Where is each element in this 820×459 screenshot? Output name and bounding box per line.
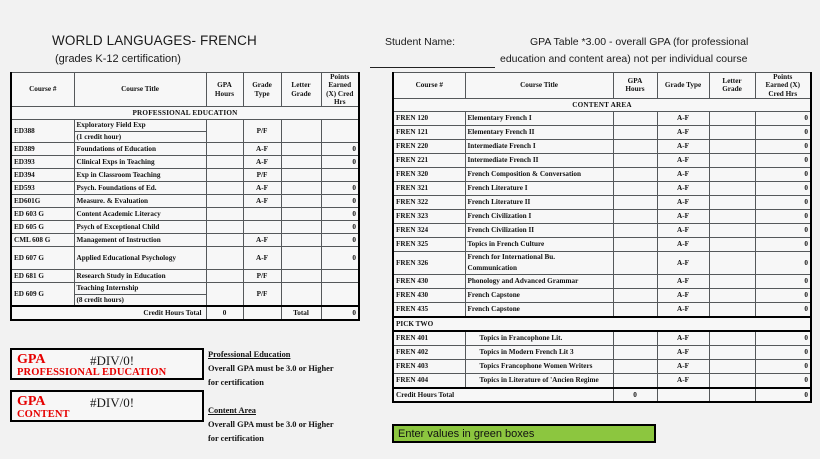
cell-course-title: French Capstone [465,288,613,302]
table-row [11,234,359,247]
cell-points-earned [321,270,359,283]
cell-course-title: Intermediate French I [465,139,613,153]
points-right-line3: Cred Hrs [768,89,798,98]
right-total-spacer-1 [657,388,709,402]
cell-course-title: Measure. & Evaluation [74,195,206,208]
cell-letter-grade-input[interactable] [281,169,321,182]
table-row [11,221,359,234]
cell-gpa-hours-input[interactable] [613,302,657,317]
legend-enter-values: Enter values in green boxes [392,424,656,443]
right-credit-hours-total-row [393,388,811,402]
cell-course-title: Psych of Exceptional Child [74,221,206,234]
cell-points-earned: 0 [755,223,811,237]
points-right-line2: Earned (X) [765,81,801,90]
table-row [393,209,811,223]
table-row [11,208,359,221]
cell-course-num: FREN 322 [393,195,465,209]
cell-letter-grade-input[interactable] [281,234,321,247]
cell-course-title: Management of Instruction [74,234,206,247]
note-content-line2: for certification [208,434,264,443]
cell-letter-grade-input[interactable] [709,288,755,302]
cell-course-title: Phonology and Advanced Grammar [465,274,613,288]
gpa-content-sublabel: CONTENT [17,409,70,420]
grade-type-line1: Grade [252,81,272,90]
gpa-hours-line2: Hours [214,89,235,98]
cell-course-num: ED 609 G [11,283,74,307]
cell-grade-type: A-F [657,274,709,288]
cell-letter-grade-input[interactable] [709,195,755,209]
letter-grade-line2: Grade [291,89,311,98]
cell-letter-grade-input[interactable] [709,209,755,223]
cell-letter-grade-input[interactable] [709,345,755,359]
cell-points-earned: 0 [755,125,811,139]
cell-grade-type: A-F [243,195,281,208]
table-row [11,120,359,143]
cell-gpa-hours-input[interactable] [206,120,243,143]
cell-letter-grade-input[interactable] [281,182,321,195]
table-row [393,223,811,237]
cell-course-title-line1: Exploratory Field Exp [75,120,206,132]
cell-gpa-hours-input[interactable] [613,181,657,195]
gpa-content-value: #DIV/0! [90,395,135,410]
cell-course-title: Elementary French I [465,111,613,125]
cell-course-title: French Capstone [465,302,613,317]
cell-gpa-hours-input[interactable] [613,153,657,167]
cell-course-num: ED 607 G [11,247,74,270]
cell-grade-type: A-F [657,181,709,195]
cell-grade-type: P/F [243,270,281,283]
col-header-points-earned [321,73,359,107]
cell-points-earned: 0 [755,331,811,346]
note-prof-line1: Overall GPA must be 3.0 or Higher [208,364,334,373]
cell-points-earned: 0 [755,237,811,251]
cell-course-num: FREN 321 [393,181,465,195]
cell-points-earned: 0 [755,111,811,125]
cell-letter-grade-input[interactable] [281,221,321,234]
cell-course-title [465,251,613,274]
cell-course-num: FREN 326 [393,251,465,274]
cell-points-earned: 0 [321,143,359,156]
cell-letter-grade-input[interactable] [281,208,321,221]
table-row [393,111,811,125]
cell-letter-grade-input[interactable] [281,120,321,143]
cell-course-title: Psych. Foundations of Ed. [74,182,206,195]
cell-course-num: FREN 320 [393,167,465,181]
cell-grade-type: A-F [243,143,281,156]
table-row [393,288,811,302]
cell-course-title: Topics Francophone Women Writers [465,359,613,373]
table-row [393,167,811,181]
cell-course-title-line2: (8 credit hours) [76,296,124,305]
gpa-table-note-line1: GPA Table *3.00 - overall GPA (for professional [530,36,749,48]
table-row [11,195,359,208]
cell-gpa-hours-input[interactable] [613,251,657,274]
cell-course-title: French Civilization II [465,223,613,237]
cell-gpa-hours-input[interactable] [613,331,657,346]
cell-course-num: ED388 [11,120,74,143]
note-heading-content-area: Content Area [208,406,256,415]
cell-grade-type: A-F [657,125,709,139]
cell-gpa-hours-input[interactable] [613,223,657,237]
points-right-line1: Points [773,73,793,81]
gpa-prof-label: GPA [17,352,46,367]
right-total-points: 0 [755,388,811,402]
cell-course-title: Elementary French II [465,125,613,139]
cell-letter-grade-input[interactable] [281,143,321,156]
cell-gpa-hours-input[interactable] [206,234,243,247]
cell-points-earned: 0 [321,247,359,270]
col-header-grade-type-right: Grade Type [657,73,709,99]
cell-gpa-hours-input[interactable] [613,359,657,373]
left-total-spacer [243,306,281,320]
cell-grade-type: A-F [243,182,281,195]
cell-points-earned: 0 [755,359,811,373]
cell-letter-grade-input[interactable] [709,139,755,153]
gpa-box-professional-education[interactable] [10,348,204,380]
cell-grade-type: P/F [243,169,281,182]
grade-type-line2: Type [254,89,270,98]
left-total-label: Credit Hours Total [11,306,206,320]
left-total-points: 0 [321,306,359,320]
cell-points-earned: 0 [755,274,811,288]
left-program-title: WORLD LANGUAGES- FRENCH [52,33,257,48]
cell-gpa-hours-input[interactable] [206,270,243,283]
pick-two-table-body [393,331,811,388]
cell-gpa-hours-input[interactable] [206,283,243,307]
cell-course-num: FREN 430 [393,274,465,288]
content-area-table [392,72,812,403]
letter-grade-right-line2: Grade [722,85,742,94]
cell-course-title-line1: French for International Bu. [467,253,556,262]
table-row [11,182,359,195]
cell-course-title: Topics in Literature of 'Ancien Regime [465,373,613,388]
gpa-hours-line1: GPA [217,81,232,90]
gpa-table-note-line2: education and content area) not per individual course [500,53,748,65]
cell-course-title: Applied Educational Psychology [74,247,206,270]
cell-course-title [74,283,206,307]
cell-points-earned: 0 [755,153,811,167]
cell-gpa-hours-input[interactable] [613,274,657,288]
cell-letter-grade-input[interactable] [709,111,755,125]
cell-course-num: FREN 325 [393,237,465,251]
cell-grade-type: A-F [657,373,709,388]
cell-course-title: French Literature II [465,195,613,209]
cell-gpa-hours-input[interactable] [206,182,243,195]
cell-letter-grade-input[interactable] [709,331,755,346]
cell-letter-grade-input[interactable] [709,181,755,195]
right-section-banner-row [393,98,811,111]
cell-course-title: Exp in Classroom Teaching [74,169,206,182]
cell-letter-grade-input[interactable] [281,283,321,307]
cell-course-num: FREN 403 [393,359,465,373]
cell-letter-grade-input[interactable] [709,274,755,288]
cell-letter-grade-input[interactable] [281,156,321,169]
cell-course-num: ED393 [11,156,74,169]
table-row [393,373,811,388]
student-name-label: Student Name: [385,36,456,48]
cell-letter-grade-input[interactable] [709,125,755,139]
table-row [393,195,811,209]
cell-course-title: Research Study in Education [74,270,206,283]
cell-grade-type: A-F [657,139,709,153]
table-row [393,331,811,346]
right-total-spacer-2 [709,388,755,402]
letter-grade-line1: Letter [291,81,311,90]
cell-gpa-hours-input[interactable] [613,139,657,153]
cell-letter-grade-input[interactable] [709,359,755,373]
cell-gpa-hours-input[interactable] [613,209,657,223]
student-name-blank[interactable] [370,66,495,68]
section-banner-content-area: CONTENT AREA [393,98,811,111]
cell-grade-type: A-F [657,331,709,346]
right-total-label: Credit Hours Total [393,388,613,402]
cell-grade-type: P/F [243,283,281,307]
cell-grade-type: A-F [657,153,709,167]
cell-course-title-line2: Communication [467,264,518,273]
cell-course-title: Topics in Francophone Lit. [465,331,613,346]
cell-grade-type [243,221,281,234]
points-line1: Points [330,73,350,81]
cell-points-earned [321,169,359,182]
points-line4: Hrs [333,97,346,106]
cell-points-earned [321,120,359,143]
gpa-hours-right-line1: GPA [627,77,643,86]
cell-course-num: FREN 120 [393,111,465,125]
left-total-word: Total [281,306,321,320]
cell-course-title: Intermediate French II [465,153,613,167]
cell-course-num: FREN 324 [393,223,465,237]
cell-gpa-hours-input[interactable] [206,169,243,182]
cell-grade-type: A-F [657,237,709,251]
cell-course-num: ED389 [11,143,74,156]
cell-gpa-hours-input[interactable] [206,247,243,270]
cell-grade-type: A-F [657,288,709,302]
cell-course-num: FREN 401 [393,331,465,346]
right-header-row [393,73,811,99]
cell-points-earned: 0 [321,156,359,169]
cell-course-num: ED601G [11,195,74,208]
cell-gpa-hours-input[interactable] [613,288,657,302]
cell-gpa-hours-input[interactable] [613,167,657,181]
col-header-course-num-right: Course # [393,73,465,99]
cell-course-title-line2: (1 credit hour) [76,133,122,142]
cell-grade-type: P/F [243,120,281,143]
col-header-gpa-hours [206,73,243,107]
table-row [393,237,811,251]
left-total-hours: 0 [206,306,243,320]
cell-gpa-hours-input[interactable] [613,237,657,251]
note-heading-professional-education: Professional Education [208,350,291,359]
cell-gpa-hours-input[interactable] [206,156,243,169]
cell-course-title [74,120,206,143]
cell-letter-grade-input[interactable] [709,153,755,167]
cell-course-num: FREN 435 [393,302,465,317]
cell-course-title: Content Academic Literacy [74,208,206,221]
cell-letter-grade-input[interactable] [709,223,755,237]
right-total-hours: 0 [613,388,657,402]
table-row [393,274,811,288]
cell-gpa-hours-input[interactable] [613,195,657,209]
cell-letter-grade-input[interactable] [709,237,755,251]
cell-points-earned: 0 [755,345,811,359]
cell-course-title: French Composition & Conversation [465,167,613,181]
cell-course-title: French Literature I [465,181,613,195]
col-header-letter-grade-right [709,73,755,99]
cell-gpa-hours-input[interactable] [206,143,243,156]
pick-two-banner-row [393,317,811,331]
section-banner-pick-two: PICK TWO [393,317,811,331]
cell-points-earned: 0 [321,195,359,208]
professional-education-table [10,72,360,321]
cell-points-earned: 0 [755,181,811,195]
col-header-gpa-hours-right [613,73,657,99]
cell-letter-grade-input[interactable] [281,270,321,283]
cell-course-title: Clinical Exps in Teaching [74,156,206,169]
table-row [393,125,811,139]
cell-grade-type: A-F [657,209,709,223]
cell-gpa-hours-input[interactable] [206,221,243,234]
cell-grade-type: A-F [657,111,709,125]
col-header-grade-type [243,73,281,107]
cell-points-earned: 0 [755,209,811,223]
cell-course-num: FREN 220 [393,139,465,153]
col-header-points-earned-right [755,73,811,99]
table-row [393,345,811,359]
cell-grade-type [243,208,281,221]
content-area-table-wrap [392,72,812,403]
points-line2: Earned [328,81,352,90]
cell-grade-type: A-F [657,167,709,181]
col-header-course-num: Course # [11,73,74,107]
col-header-letter-grade [281,73,321,107]
cell-grade-type: A-F [243,156,281,169]
section-banner-professional-education: PROFESSIONAL EDUCATION [11,107,359,120]
cell-letter-grade-input[interactable] [281,195,321,208]
cell-course-num: FREN 121 [393,125,465,139]
cell-points-earned: 0 [321,234,359,247]
gpa-prof-value: #DIV/0! [90,353,135,368]
cell-points-earned: 0 [755,373,811,388]
gpa-hours-right-line2: Hours [625,85,645,94]
cell-points-earned: 0 [321,221,359,234]
right-table-body [393,111,811,317]
cell-letter-grade-input[interactable] [281,247,321,270]
col-header-course-title: Course Title [74,73,206,107]
table-row [11,143,359,156]
cell-course-num: CML 608 G [11,234,74,247]
cell-grade-type: A-F [657,345,709,359]
table-row [393,359,811,373]
table-row [393,181,811,195]
cell-points-earned: 0 [321,208,359,221]
cell-course-num: FREN 402 [393,345,465,359]
cell-grade-type: A-F [243,234,281,247]
table-row [393,139,811,153]
left-header-row [11,73,359,107]
cell-points-earned: 0 [755,139,811,153]
points-line3: (X) Cred [326,89,354,98]
gpa-prof-sublabel: PROFESSIONAL EDUCATION [17,367,167,378]
table-row [11,169,359,182]
table-row [11,270,359,283]
cell-gpa-hours-input[interactable] [206,208,243,221]
cell-course-num: ED 605 G [11,221,74,234]
cell-course-num: FREN 323 [393,209,465,223]
professional-education-table-wrap [10,72,360,321]
table-row [393,251,811,274]
cell-letter-grade-input[interactable] [709,167,755,181]
cell-points-earned: 0 [321,182,359,195]
table-row [393,153,811,167]
cell-letter-grade-input[interactable] [709,251,755,274]
cell-course-title: Topics in Modern French Lit 3 [465,345,613,359]
cell-points-earned: 0 [755,251,811,274]
cell-grade-type: A-F [657,359,709,373]
left-section-banner-row [11,107,359,120]
cell-grade-type: A-F [657,223,709,237]
left-credit-hours-total-row [11,306,359,320]
cell-letter-grade-input[interactable] [709,302,755,317]
gpa-box-content-area[interactable] [10,390,204,422]
cell-grade-type: A-F [657,195,709,209]
cell-gpa-hours-input[interactable] [613,373,657,388]
cell-gpa-hours-input[interactable] [613,111,657,125]
letter-grade-right-line1: Letter [722,77,742,86]
cell-course-num: ED 681 G [11,270,74,283]
cell-gpa-hours-input[interactable] [613,125,657,139]
cell-grade-type: A-F [657,251,709,274]
cell-course-num: FREN 430 [393,288,465,302]
cell-letter-grade-input[interactable] [709,373,755,388]
left-table-body [11,120,359,307]
note-prof-line2: for certification [208,378,264,387]
cell-points-earned: 0 [755,195,811,209]
table-row [11,247,359,270]
cell-course-num: ED593 [11,182,74,195]
left-program-subtitle: (grades K-12 certification) [55,53,181,65]
table-row [393,302,811,317]
cell-points-earned: 0 [755,288,811,302]
cell-points-earned [321,283,359,307]
cell-course-title-line1: Teaching Internship [75,283,206,295]
cell-gpa-hours-input[interactable] [613,345,657,359]
table-row [11,156,359,169]
cell-course-num: ED 603 G [11,208,74,221]
cell-course-title: Foundations of Education [74,143,206,156]
cell-course-title: French Civilization I [465,209,613,223]
cell-grade-type: A-F [243,247,281,270]
cell-course-num: FREN 221 [393,153,465,167]
cell-points-earned: 0 [755,167,811,181]
cell-grade-type: A-F [657,302,709,317]
cell-course-num: ED394 [11,169,74,182]
note-content-line1: Overall GPA must be 3.0 or Higher [208,420,334,429]
cell-gpa-hours-input[interactable] [206,195,243,208]
gpa-content-label: GPA [17,394,46,409]
col-header-course-title-right: Course Title [465,73,613,99]
cell-points-earned: 0 [755,302,811,317]
table-row [11,283,359,307]
cell-course-num: FREN 404 [393,373,465,388]
cell-course-title: Topics in French Culture [465,237,613,251]
